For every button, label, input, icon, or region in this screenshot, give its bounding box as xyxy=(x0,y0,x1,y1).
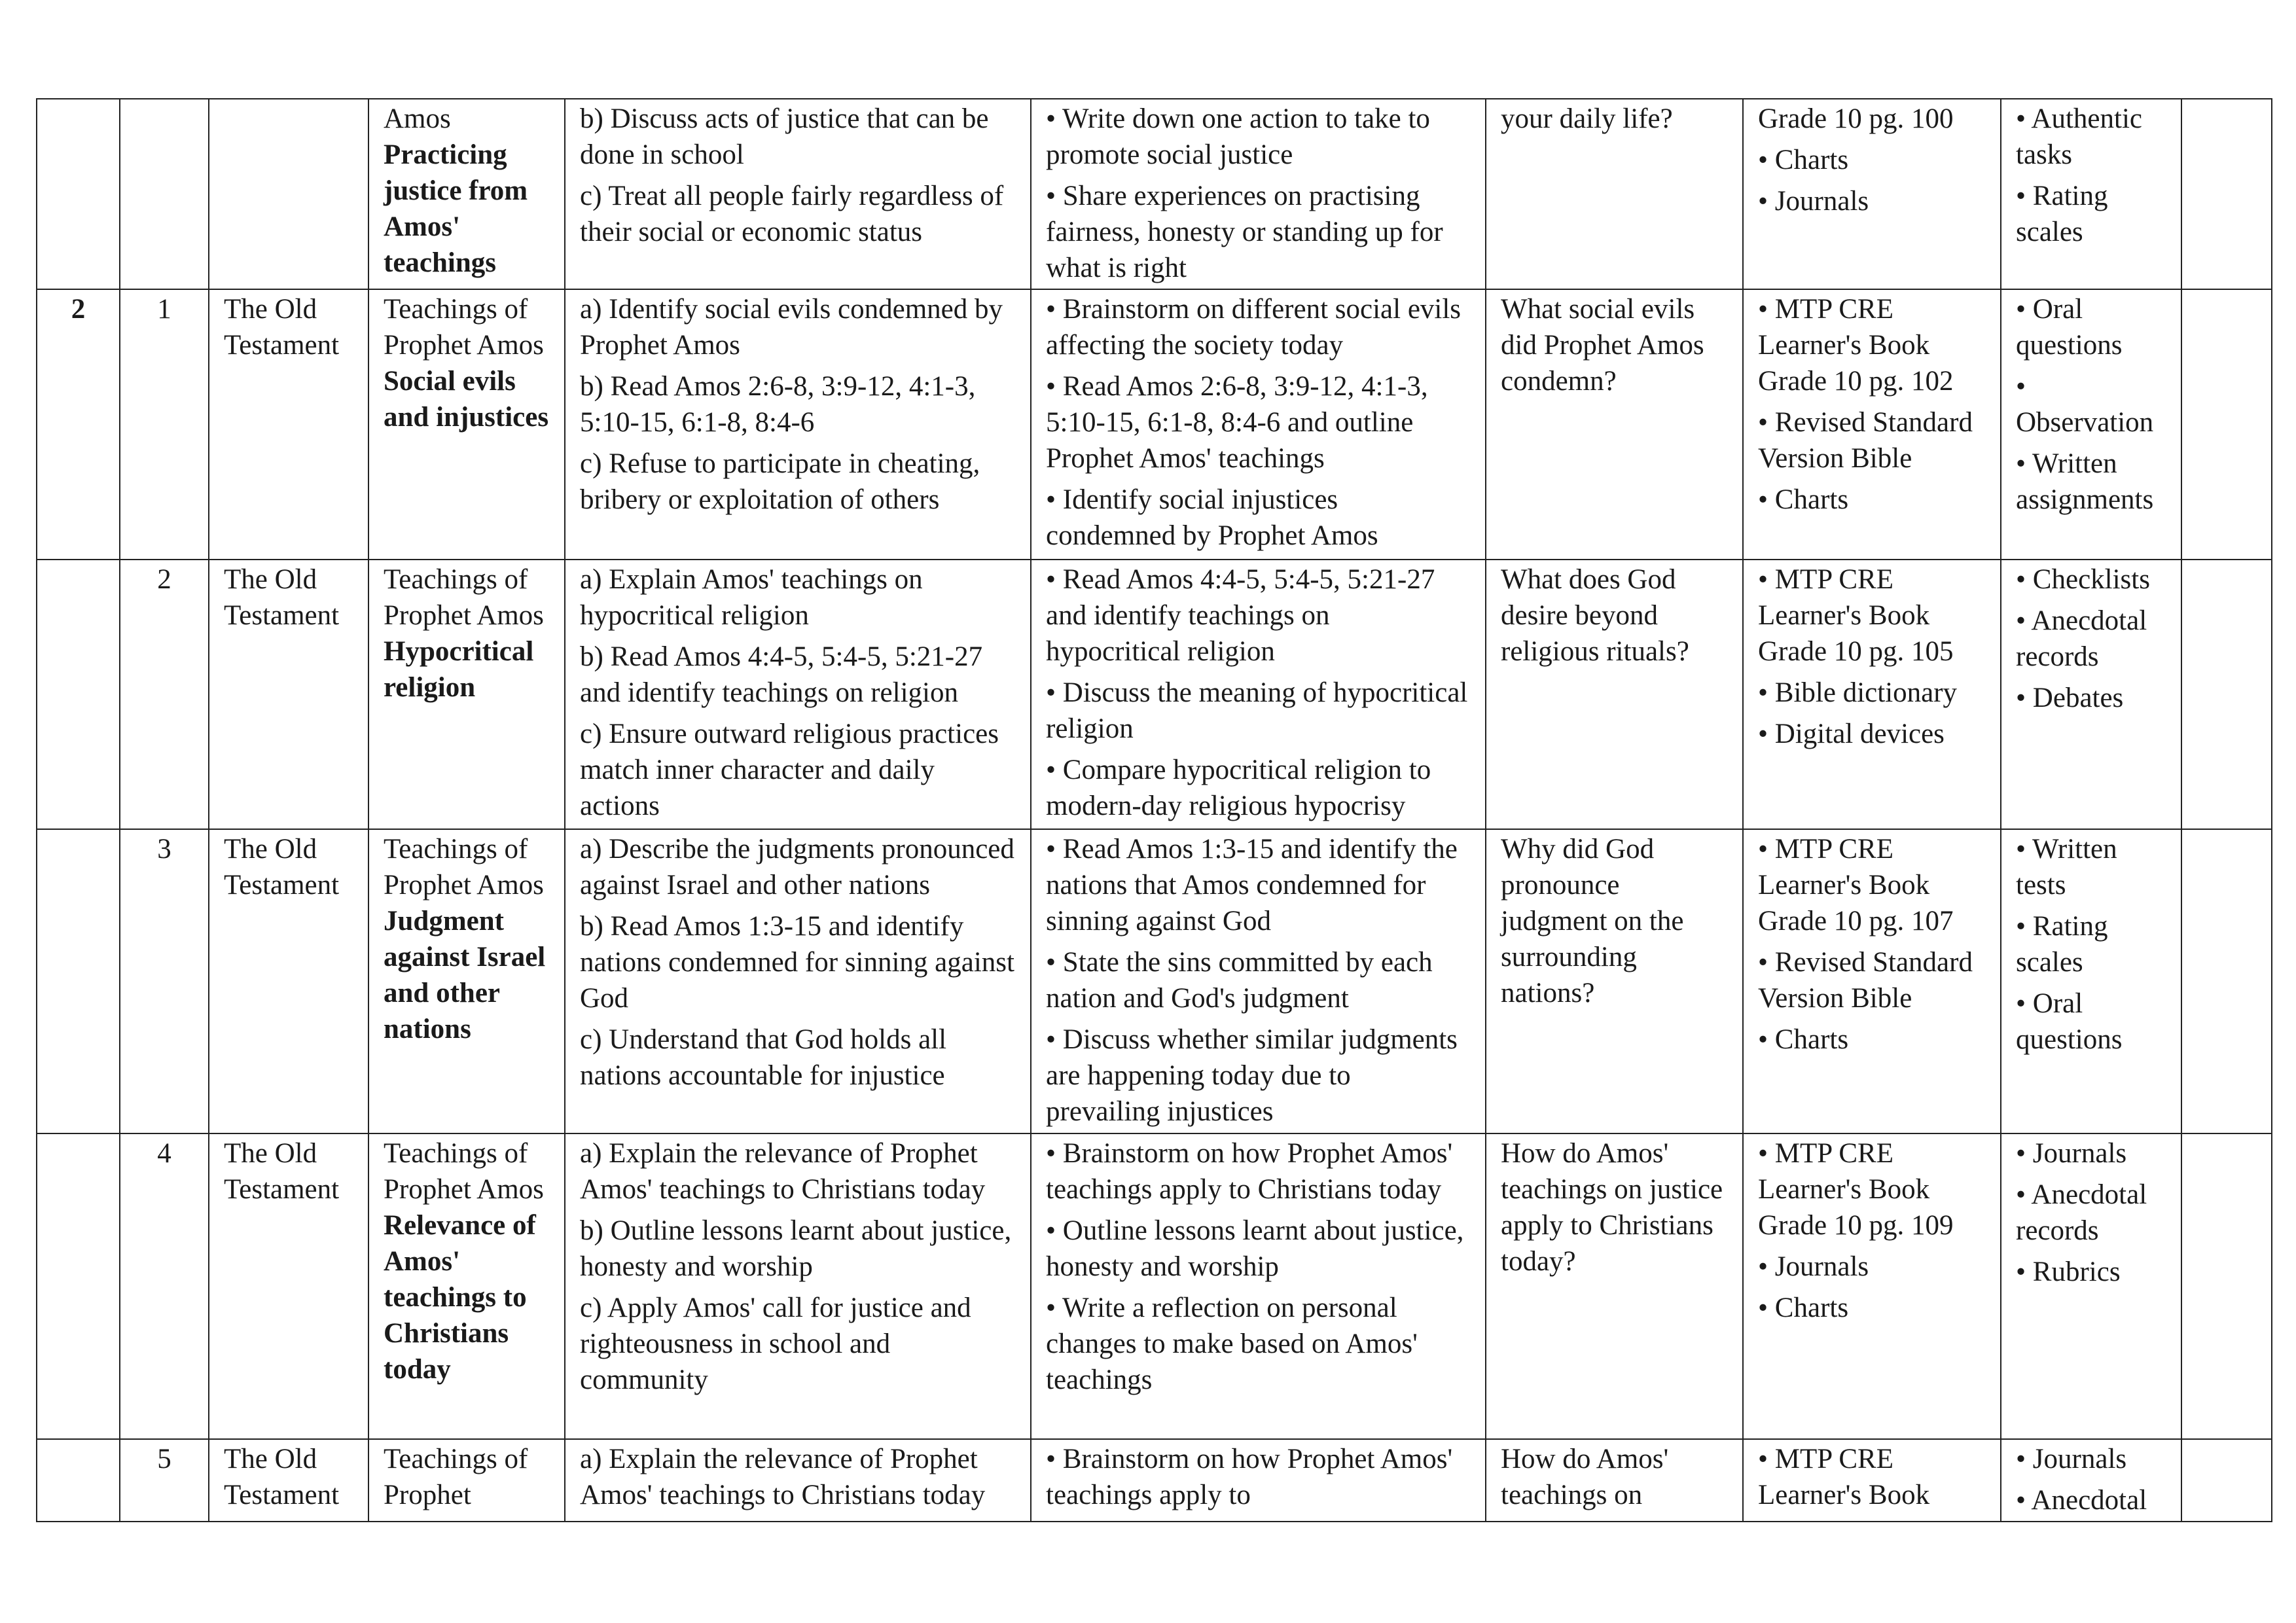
assessment-item: • Written assignments xyxy=(2016,448,2154,515)
resource-item: • MTP CRE Learner's Book xyxy=(1758,1444,1930,1510)
key-inquiry-cell xyxy=(1486,560,1743,829)
learning-outcome: b) Read Amos 2:6-8, 3:9-12, 4:1-3, 5:10-15, 6:1-8, 8:4-6 xyxy=(580,371,976,438)
table-row xyxy=(37,99,2272,289)
lesson-cell xyxy=(120,560,209,829)
learning-experience: • Brainstorm on how Prophet Amos' teachings apply to xyxy=(1046,1444,1453,1510)
assessment-item: • Anecdotal records xyxy=(2016,605,2147,672)
assessment-cell xyxy=(2001,99,2181,289)
learning-outcome: b) Read Amos 4:4-5, 5:4-5, 5:21-27 and identify teachings on religion xyxy=(580,641,983,708)
reflection-cell xyxy=(2181,1133,2272,1439)
learning-outcome: a) Explain the relevance of Prophet Amos' teachings to Christians today xyxy=(580,1138,986,1205)
assessment-cell xyxy=(2001,289,2181,560)
learning-outcome: a) Identify social evils condemned by Prophet Amos xyxy=(580,294,1003,361)
resource-item: • MTP CRE Learner's Book Grade 10 pg. 102 xyxy=(1758,294,1954,397)
lesson-number: 2 xyxy=(157,564,171,595)
learning-experience: • Compare hypocritical religion to modern-day religious hypocrisy xyxy=(1046,755,1431,821)
assessment-item: • Debates xyxy=(2016,683,2124,713)
lesson-number: 3 xyxy=(157,834,171,865)
sub-strand-cell xyxy=(368,99,565,289)
table-row xyxy=(37,289,2272,560)
reflection-cell xyxy=(2181,1439,2272,1522)
sub-strand-title: Hypocritical religion xyxy=(384,636,534,703)
lesson-cell xyxy=(120,1439,209,1522)
resource-item: • Charts xyxy=(1758,484,1849,515)
week-cell xyxy=(37,829,120,1133)
learning-outcomes-cell xyxy=(565,99,1031,289)
learning-experience: • Write down one action to take to promote social justice xyxy=(1046,103,1430,170)
reflection-cell xyxy=(2181,289,2272,560)
key-inquiry-question: How do Amos' teachings on xyxy=(1501,1444,1669,1510)
table-row xyxy=(37,1439,2272,1522)
assessment-item: • Authentic tasks xyxy=(2016,103,2142,170)
learning-outcome: c) Apply Amos' call for justice and righteousness in school and community xyxy=(580,1293,971,1395)
learning-experience: • Read Amos 1:3-15 and identify the nations that Amos condemned for sinning against God xyxy=(1046,834,1458,936)
sub-strand-title: Social evils and injustices xyxy=(384,366,549,433)
lesson-cell xyxy=(120,829,209,1133)
learning-outcome: a) Describe the judgments pronounced against Israel and other nations xyxy=(580,834,1014,901)
strand-cell xyxy=(209,1133,368,1439)
key-inquiry-cell xyxy=(1486,99,1743,289)
learning-outcome: b) Discuss acts of justice that can be done in school xyxy=(580,103,989,170)
sub-strand-cell xyxy=(368,1133,565,1439)
strand-text: The Old Testament xyxy=(224,834,340,901)
learning-outcomes-cell xyxy=(565,829,1031,1133)
reflection-cell xyxy=(2181,829,2272,1133)
assessment-item: • Checklists xyxy=(2016,564,2150,595)
assessment-item: • Rubrics xyxy=(2016,1257,2121,1287)
resource-item: • Journals xyxy=(1758,1251,1869,1282)
resource-item: • Bible dictionary xyxy=(1758,677,1958,708)
assessment-item: • Journals xyxy=(2016,1444,2127,1474)
learning-outcomes-cell xyxy=(565,1439,1031,1522)
resources-cell xyxy=(1743,1439,2001,1522)
lesson-cell xyxy=(120,1133,209,1439)
learning-experience: • Write a reflection on personal changes to make based on Amos' teachings xyxy=(1046,1293,1418,1395)
key-inquiry-cell xyxy=(1486,289,1743,560)
resources-cell xyxy=(1743,289,2001,560)
strand-cell xyxy=(209,99,368,289)
strand-text: The Old Testament xyxy=(224,1138,340,1205)
sub-strand-text: Amos xyxy=(384,103,451,134)
key-inquiry-cell xyxy=(1486,1133,1743,1439)
strand-cell xyxy=(209,289,368,560)
learning-outcomes-cell xyxy=(565,289,1031,560)
sub-strand-text: Teachings of Prophet Amos xyxy=(384,564,544,631)
resource-item: • Revised Standard Version Bible xyxy=(1758,947,1973,1014)
assessment-item: • Written tests xyxy=(2016,834,2117,901)
assessment-item: • Journals xyxy=(2016,1138,2127,1169)
key-inquiry-cell xyxy=(1486,1439,1743,1522)
key-inquiry-question: How do Amos' teachings on justice apply to Christians today? xyxy=(1501,1138,1723,1277)
learning-experiences-cell xyxy=(1031,829,1486,1133)
resource-item: • Charts xyxy=(1758,145,1849,175)
key-inquiry-question: your daily life? xyxy=(1501,103,1673,134)
learning-experiences-cell xyxy=(1031,289,1486,560)
strand-text: The Old Testament xyxy=(224,1444,340,1510)
resource-item: • Charts xyxy=(1758,1293,1849,1323)
key-inquiry-cell xyxy=(1486,829,1743,1133)
week-cell xyxy=(37,1133,120,1439)
resources-cell xyxy=(1743,829,2001,1133)
assessment-item: • Oral questions xyxy=(2016,988,2123,1055)
sub-strand-text: Teachings of Prophet Amos xyxy=(384,1138,544,1205)
sub-strand-title: Practicing justice from Amos' teachings xyxy=(384,139,528,278)
learning-outcomes-cell xyxy=(565,1133,1031,1439)
resource-item: Grade 10 pg. 100 xyxy=(1758,103,1954,134)
resource-item: • MTP CRE Learner's Book Grade 10 pg. 109 xyxy=(1758,1138,1954,1241)
assessment-cell xyxy=(2001,829,2181,1133)
learning-experiences-cell xyxy=(1031,1133,1486,1439)
key-inquiry-question: Why did God pronounce judgment on the surrounding nations? xyxy=(1501,834,1684,1008)
assessment-cell xyxy=(2001,1133,2181,1439)
week-cell xyxy=(37,289,120,560)
resource-item: • Journals xyxy=(1758,186,1869,217)
lesson-number: 1 xyxy=(157,294,171,325)
learning-experience: • Read Amos 4:4-5, 5:4-5, 5:21-27 and identify teachings on hypocritical religion xyxy=(1046,564,1435,667)
resources-cell xyxy=(1743,560,2001,829)
learning-outcome: c) Understand that God holds all nations accountable for injustice xyxy=(580,1024,947,1091)
learning-experiences-cell xyxy=(1031,560,1486,829)
learning-outcome: c) Ensure outward religious practices match inner character and daily actions xyxy=(580,719,999,821)
learning-experience: • Brainstorm on different social evils affecting the society today xyxy=(1046,294,1462,361)
key-inquiry-question: What does God desire beyond religious rituals? xyxy=(1501,564,1689,667)
table-body xyxy=(37,99,2272,1522)
lesson-cell xyxy=(120,99,209,289)
learning-experience: • Read Amos 2:6-8, 3:9-12, 4:1-3, 5:10-15, 6:1-8, 8:4-6 and outline Prophet Amos' teachings xyxy=(1046,371,1428,474)
lesson-number: 4 xyxy=(157,1138,171,1169)
sub-strand-cell xyxy=(368,560,565,829)
learning-outcome: c) Treat all people fairly regardless of their social or economic status xyxy=(580,181,1004,247)
sub-strand-title: Judgment against Israel and other nations xyxy=(384,906,546,1044)
table-row xyxy=(37,560,2272,829)
week-number: 2 xyxy=(71,294,86,325)
lesson-number: 5 xyxy=(157,1444,171,1474)
assessment-item: • Observation xyxy=(2016,371,2154,438)
reflection-cell xyxy=(2181,560,2272,829)
strand-cell xyxy=(209,829,368,1133)
assessment-item: • Rating scales xyxy=(2016,911,2108,978)
assessment-item: • Anecdotal records xyxy=(2016,1179,2147,1246)
resources-cell xyxy=(1743,1133,2001,1439)
learning-outcome: a) Explain the relevance of Prophet Amos' teachings to Christians today xyxy=(580,1444,986,1510)
resource-item: • Charts xyxy=(1758,1024,1849,1055)
learning-outcome: b) Outline lessons learnt about justice, honesty and worship xyxy=(580,1215,1012,1282)
resource-item: • MTP CRE Learner's Book Grade 10 pg. 107 xyxy=(1758,834,1954,936)
sub-strand-cell xyxy=(368,829,565,1133)
learning-experiences-cell xyxy=(1031,99,1486,289)
strand-cell xyxy=(209,1439,368,1522)
learning-outcomes-cell xyxy=(565,560,1031,829)
learning-experience: • State the sins committed by each nation and God's judgment xyxy=(1046,947,1433,1014)
learning-outcome: c) Refuse to participate in cheating, bribery or exploitation of others xyxy=(580,448,980,515)
assessment-item: • Oral questions xyxy=(2016,294,2123,361)
reflection-cell xyxy=(2181,99,2272,289)
learning-experience: • Discuss the meaning of hypocritical religion xyxy=(1046,677,1468,744)
week-cell xyxy=(37,1439,120,1522)
sub-strand-text: Teachings of Prophet Amos xyxy=(384,834,544,901)
strand-text: The Old Testament xyxy=(224,294,340,361)
learning-experience: • Outline lessons learnt about justice, honesty and worship xyxy=(1046,1215,1464,1282)
resource-item: • Revised Standard Version Bible xyxy=(1758,407,1973,474)
sub-strand-cell xyxy=(368,289,565,560)
sub-strand-title: Relevance of Amos' teachings to Christians today xyxy=(384,1210,536,1385)
assessment-cell xyxy=(2001,560,2181,829)
scheme-of-work-table xyxy=(36,98,2272,1522)
table-row xyxy=(37,829,2272,1133)
sub-strand-text: Teachings of Prophet xyxy=(384,1444,528,1510)
learning-experience: • Discuss whether similar judgments are happening today due to prevailing injustices xyxy=(1046,1024,1458,1127)
assessment-item: • Rating scales xyxy=(2016,181,2108,247)
sub-strand-text: Teachings of Prophet Amos xyxy=(384,294,544,361)
assessment-item: • Anecdotal xyxy=(2016,1485,2147,1516)
resource-item: • MTP CRE Learner's Book Grade 10 pg. 105 xyxy=(1758,564,1954,667)
table-row xyxy=(37,1133,2272,1439)
resources-cell xyxy=(1743,99,2001,289)
week-cell xyxy=(37,99,120,289)
key-inquiry-question: What social evils did Prophet Amos condemn? xyxy=(1501,294,1704,397)
learning-experiences-cell xyxy=(1031,1439,1486,1522)
learning-experience: • Share experiences on practising fairness, honesty or standing up for what is right xyxy=(1046,181,1443,283)
week-cell xyxy=(37,560,120,829)
learning-experience: • Identify social injustices condemned by Prophet Amos xyxy=(1046,484,1378,551)
lesson-cell xyxy=(120,289,209,560)
learning-experience: • Brainstorm on how Prophet Amos' teachings apply to Christians today xyxy=(1046,1138,1453,1205)
strand-cell xyxy=(209,560,368,829)
strand-text: The Old Testament xyxy=(224,564,340,631)
learning-outcome: a) Explain Amos' teachings on hypocritical religion xyxy=(580,564,923,631)
resource-item: • Digital devices xyxy=(1758,719,1945,749)
assessment-cell xyxy=(2001,1439,2181,1522)
sub-strand-cell xyxy=(368,1439,565,1522)
learning-outcome: b) Read Amos 1:3-15 and identify nations condemned for sinning against God xyxy=(580,911,1014,1014)
